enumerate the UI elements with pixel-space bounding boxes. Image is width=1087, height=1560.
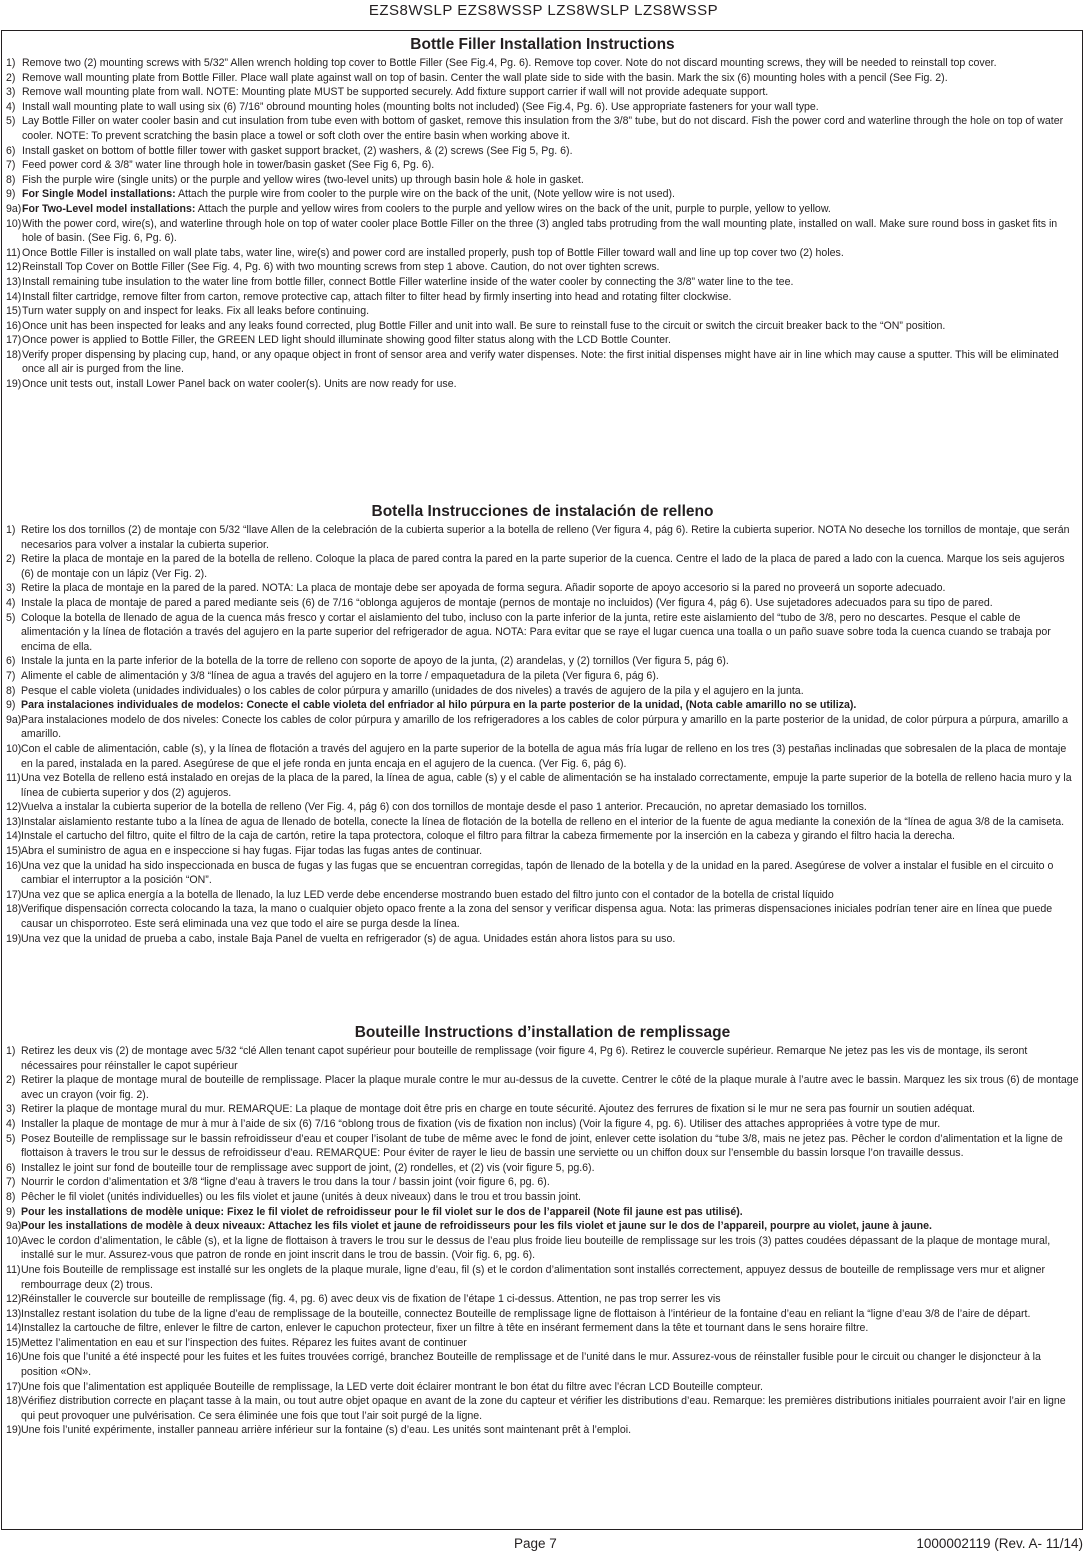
instruction-step xyxy=(6,56,1079,71)
step-number: 14) xyxy=(6,830,22,843)
instruction-step xyxy=(6,173,1079,188)
step-text: Réinstaller le couvercle sur bouteille de remplissage (fig. 4, pg. 6) avec deux vis de fixation de l’étape 1 ci-dessus. Attention, ne pas trop serrer les vis xyxy=(21,1293,721,1306)
page-footer xyxy=(0,1532,1087,1560)
step-text: Vuelva a instalar la cubierta superior de la botella de relleno (Ver Fig. 4, pág 6) con dos tornillos de montaje desde el paso 1 anterior. Precaución, no apretar demasiado los tornillos. xyxy=(21,801,867,814)
step-number: 6) xyxy=(6,655,16,668)
step-number: 1) xyxy=(6,1045,16,1057)
step-text: Mettez l’alimentation en eau et sur l’inspection des fuites. Réparez les fuites avant de continuer xyxy=(21,1336,467,1349)
step-text: Instale la placa de montaje de pared a pared mediante seis (6) de 7/16 “oblonga agujeros de montaje (pernos de montaje no incluidos) (Ver figura 4, pág 6). Use sujetadores adecuados para su tipo de pared. xyxy=(21,596,993,609)
step-text: Vérifiez distribution correcte en plaçant tasse à la main, ou tout autre objet opaque en avant de la zone du capteur et vérifier les distributions d’eau. Remarque: les premières distributions initiales pourraient avoir l’air en ligne qui peut provoquer une pulvérisation. Ce sera éliminée une fois que tout l’air soit purgé de la ligne. xyxy=(21,1395,1066,1422)
step-number: 8) xyxy=(6,684,16,697)
step-text: Once power is applied to Bottle Filler, the GREEN LED light should illuminate showing good filter status along with the LCD Bottle Counter. xyxy=(22,334,671,347)
instruction-step xyxy=(6,217,1079,246)
instruction-step xyxy=(6,377,1079,392)
instruction-step xyxy=(6,1117,1079,1132)
instruction-step xyxy=(6,888,1079,903)
instruction-step xyxy=(6,596,1079,611)
step-number: 10) xyxy=(6,1234,22,1247)
step-text: Install gasket on bottom of bottle filler tower with gasket support bracket, (2) washers, & (2) screws (See Fig 5, Pg. 6). xyxy=(22,144,573,157)
instruction-step xyxy=(6,144,1079,159)
step-text: Installer la plaque de montage de mur à mur à l’aide de six (6) 7/16 “oblong trous de fixation (vis de fixation non inclus) (Voir la figure 4, pg. 6). Utiliser des attaches appropriées à votre type de mur. xyxy=(21,1117,941,1130)
document-number: 1000002119 (Rev. A- 11/14) xyxy=(916,1536,1083,1551)
instruction-step xyxy=(6,1044,1079,1073)
step-text: Une fois Bouteille de remplissage est installé sur les onglets de la plaque murale, ligne d’eau, fil (s) et le cordon d’alimentation sont installés correctement, appuyez dessus de bouteille de remplissage vers mur et aligner rembourrage deux (2) trous. xyxy=(21,1263,1046,1291)
instruction-step xyxy=(6,290,1079,305)
step-number: 12) xyxy=(6,801,22,814)
instruction-step xyxy=(6,800,1079,815)
instruction-step xyxy=(6,1336,1079,1351)
step-text: Instale el cartucho del filtro, quite el filtro de la caja de cartón, retire la tapa protectora, coloque el filtro para filtrar la cabeza firmemente por la inserción en la cabeza y girando el filtro hacia la derecha. xyxy=(21,830,955,843)
instruction-step xyxy=(6,71,1079,86)
instruction-step xyxy=(6,1394,1079,1423)
step-text: Fish the purple wire (single units) or the purple and yellow wires (two-level units) up through basin hole & hole in gasket. xyxy=(22,173,584,186)
step-number: 10) xyxy=(6,217,22,230)
step-text: Once Bottle Filler is installed on wall plate tabs, water line, wire(s) and power cord are installed properly, push top of Bottle Filler toward wall and line up top cover two (2) holes. xyxy=(22,246,844,259)
instruction-step xyxy=(6,304,1079,319)
instruction-step xyxy=(6,1132,1079,1161)
instruction-step xyxy=(6,654,1079,669)
step-number: 10) xyxy=(6,742,22,755)
step-text: Attach the purple wire from cooler to the purple wire on the back of the unit, (Note yellow wire is not used). xyxy=(175,188,675,201)
instruction-step xyxy=(6,581,1079,596)
step-text: Turn water supply on and inspect for leaks. Fix all leaks before continuing. xyxy=(22,305,370,318)
step-text: Installez la cartouche de filtre, enlever le filtre de carton, enlever le capuchon protecteur, fixer un filtre à tête en insérant fermement dans la tête et tournant dans le sens horaire filtre. xyxy=(21,1322,869,1335)
steps-list-spanish xyxy=(6,523,1079,946)
step-text: Feed power cord & 3/8” water line through hole in tower/basin gasket (See Fig 6, Pg. 6). xyxy=(22,159,435,172)
step-number: 19) xyxy=(6,1424,22,1437)
instruction-step xyxy=(6,1161,1079,1176)
model-header: EZS8WSLP EZS8WSSP LZS8WSLP LZS8WSSP xyxy=(368,2,719,19)
section-title-spanish: Botella Instrucciones de instalación de relleno xyxy=(371,503,714,520)
step-number: 19) xyxy=(6,932,22,945)
step-number: 5) xyxy=(6,115,16,128)
step-number: 13) xyxy=(6,815,22,828)
step-number: 17) xyxy=(6,1380,22,1393)
step-number: 16) xyxy=(6,319,22,332)
section-english xyxy=(6,34,1079,392)
step-text: Install remaining tube insulation to the water line from bottle filler, connect Bottle Filler waterline inside of the water cooler by connecting the 3/8” water line to the tee. xyxy=(22,275,794,288)
step-text: Avec le cordon d’alimentation, le câble (s), et la ligne de flottaison à travers le trou sur le dessus de l’eau plus froide lieu bouteille de remplissage sur les trois (3) pattes coudées dépassant de la plaque de montage mural, installé sur le mur. Assurez-vous que patron de ronde en joint inscrit dans le trou de bassin. (Voir fig. 6, pg. 6). xyxy=(21,1234,1051,1262)
instruction-step xyxy=(6,713,1079,742)
page-number: Page 7 xyxy=(514,1536,557,1551)
step-number: 9) xyxy=(6,188,16,201)
step-number: 2) xyxy=(6,553,16,566)
step-number: 7) xyxy=(6,669,16,682)
instruction-step xyxy=(6,1307,1079,1322)
step-text: Installez le joint sur fond de bouteille tour de remplissage avec support de joint, (2) rondelles, et (2) vis (voir figure 5, pg.6). xyxy=(21,1161,595,1174)
instruction-step xyxy=(6,932,1079,947)
step-number: 7) xyxy=(6,1176,16,1189)
step-text: Retirez les deux vis (2) de montage avec 5/32 “clé Allen tenant capot supérieur pour bouteille de remplissage (voir figure 4, Pg 6). Retirez le couvercle supérieur. Remarque Ne jetez pas les vis de montage, ils seront nécessaires pour réinstaller le capot supérieur xyxy=(21,1045,1028,1072)
instruction-step xyxy=(6,100,1079,115)
step-text: Remove wall mounting plate from wall. NOTE: Mounting plate MUST be supported securely. Add fixture support carrier if wall will not provide adequate support. xyxy=(22,86,769,99)
step-lead-text: Pour les installations de modèle à deux niveaux: Attachez les fils violet et jaune de refroidisseurs pour les fils violet et jaune sur le dos de l’appareil, pourpre au violet, jaune à jaune. xyxy=(21,1220,932,1233)
instructions-frame xyxy=(1,30,1083,1530)
step-number: 14) xyxy=(6,290,22,303)
step-number: 3) xyxy=(6,86,16,99)
instruction-step xyxy=(6,844,1079,859)
step-number: 5) xyxy=(6,611,16,624)
step-number: 3) xyxy=(6,582,16,595)
instruction-step xyxy=(6,1321,1079,1336)
step-text: Verify proper dispensing by placing cup, hand, or any opaque object in front of sensor area and verify water dispenses. Note: the first initial dispenses might have air in line which may cause a sputter. This will be eliminated once all air is purged from the line. xyxy=(22,348,1059,376)
instruction-step xyxy=(6,742,1079,771)
instruction-step xyxy=(6,684,1079,699)
instruction-step xyxy=(6,611,1079,655)
instruction-step xyxy=(6,1234,1079,1263)
step-text: Retire la placa de montaje en la pared de la botella de relleno. Coloque la placa de pared contra la pared en la parte superior de la cuenca. Centre el lado de la placa de pared a lado con la cuenca. Marque los seis agujeros (6) de montaje con un lápiz (Ver Fig. 2). xyxy=(21,553,1065,580)
step-text: Retirer la plaque de montage mural de bouteille de remplissage. Placer la plaque murale contre le mur au-dessus de la cuvette. Centrer le côté de la plaque murale à l’autre avec le bassin. Marquez les six trous (6) de montage avec un crayon (voir fig. 2). xyxy=(21,1074,1079,1101)
step-text: Installez restant isolation du tube de la ligne d’eau de remplissage de la bouteille, connectez Bouteille de remplissage ligne de flottaison à l’intérieur de la fontaine d’eau en reliant la “ligne d’eau 3/8 de l’aire de départ. xyxy=(21,1307,1031,1320)
step-number: 16) xyxy=(6,1351,22,1364)
step-text: Lay Bottle Filler on water cooler basin and cut insulation from tube even with bottom of gasket, remove this insulation from the 3/8” tube, but do not discard. Fish the power cord and waterline through the hole on top of water cooler. NOTE: To prevent scratching the basin place a towel or soft cloth over the entire basin when working above it. xyxy=(22,115,1064,142)
step-text: With the power cord, wire(s), and waterline through hole on top of water cooler place Bottle Filler on the three (3) angled tabs protruding from the wall mounting plate, installed on wall. Make sure round boss in gasket fits in hole of basin. (See Fig. 6, Pg. 6). xyxy=(22,217,1058,245)
step-lead-text: For Single Model installations: xyxy=(22,188,176,201)
step-number: 19) xyxy=(6,378,22,391)
step-number: 3) xyxy=(6,1103,16,1116)
step-number: 9) xyxy=(6,1205,16,1218)
step-text: Once unit tests out, install Lower Panel back on water cooler(s). Units are now ready for use. xyxy=(22,378,457,391)
step-text: Once unit has been inspected for leaks and any leaks found corrected, plug Bottle Filler and unit into wall. Be sure to reinstall fuse to the circuit or switch the circuit breaker back to the “ON” position. xyxy=(22,319,946,332)
step-number: 9a) xyxy=(6,202,22,215)
step-number: 11) xyxy=(6,246,21,259)
section-french xyxy=(6,1022,1079,1438)
step-number: 14) xyxy=(6,1322,22,1335)
step-number: 6) xyxy=(6,1161,16,1174)
step-number: 18) xyxy=(6,903,22,916)
step-number: 1) xyxy=(6,524,16,536)
step-lead-text: Para instalaciones individuales de modelos: Conecte el cable violeta del enfriador al hilo púrpura en la parte posterior de la unidad, (Nota cable amarillo no se utiliza). xyxy=(21,699,857,712)
step-text: Verifique dispensación correcta colocando la taza, la mano o cualquier objeto opaco frente a la zona del sensor y verificar dispensa agua. Nota: las primeras dispensaciones iniciales podrían tener aire en línea que puede causar un chisporroteo. Este será eliminada una vez que todo el aire se purga desde la línea. xyxy=(21,903,1053,931)
step-text: Retire los dos tornillos (2) de montaje con 5/32 “llave Allen de la celebración de la cubierta superior a la botella de relleno (Ver figura 4, pág 6). Retire la cubierta superior. NOTA No deseche los tornillos de montaje, que serán necesarios para volver a instalar la cubierta superior. xyxy=(21,524,1070,551)
step-number: 8) xyxy=(6,1190,16,1203)
step-text: Pesque el cable violeta (unidades individuales) o los cables de color púrpura y amarillo (unidades de dos niveles) a través de agujero de la pila y el agujero en la junta. xyxy=(21,684,804,697)
step-number: 4) xyxy=(6,1117,16,1130)
section-title-french: Bouteille Instructions d’installation de remplissage xyxy=(354,1024,731,1041)
step-number: 9) xyxy=(6,699,16,712)
section-spanish xyxy=(6,501,1079,946)
step-number: 4) xyxy=(6,596,16,609)
instruction-step xyxy=(6,859,1079,888)
step-text: Abra el suministro de agua en e inspeccione si hay fugas. Fijar todas las fugas antes de continuar. xyxy=(21,845,483,858)
step-text: Pêcher le fil violet (unités individuelles) ou les fils violet et jaune (unités à deux niveaux) dans le trou et trou bassin joint. xyxy=(21,1190,582,1203)
step-number: 4) xyxy=(6,100,16,113)
steps-list-french xyxy=(6,1044,1079,1438)
step-number: 17) xyxy=(6,334,22,347)
instruction-step xyxy=(6,815,1079,830)
step-number: 11) xyxy=(6,1263,21,1276)
step-number: 15) xyxy=(6,305,22,318)
instruction-step xyxy=(6,902,1079,931)
instruction-step xyxy=(6,187,1079,202)
step-text: Instale la junta en la parte inferior de la botella de la torre de relleno con soporte de apoyo de la junta, (2) arandelas, y (2) tornillos (Ver figura 5, pág 6). xyxy=(21,655,729,668)
instruction-step xyxy=(6,1102,1079,1117)
instruction-step xyxy=(6,333,1079,348)
instruction-step xyxy=(6,698,1079,713)
step-text: Reinstall Top Cover on Bottle Filler (See Fig. 4, Pg. 6) with two mounting screws from step 1 above. Caution, do not over tighten screws. xyxy=(22,261,660,274)
step-number: 17) xyxy=(6,888,22,901)
instruction-step xyxy=(6,246,1079,261)
instruction-step xyxy=(6,1073,1079,1102)
step-text: Alimente el cable de alimentación y 3/8 “línea de agua a través del agujero en la torre / empaquetadura de la pileta (Ver figura 6, pág 6). xyxy=(21,669,659,682)
instruction-step xyxy=(6,1263,1079,1292)
step-lead-text: For Two-Level model installations: xyxy=(22,202,196,215)
instruction-step xyxy=(6,1350,1079,1379)
instruction-step xyxy=(6,1292,1079,1307)
step-text: Install filter cartridge, remove filter from carton, remove protective cap, attach filter to filter head by firmly inserting into head and rotating filter clockwise. xyxy=(22,290,732,303)
step-text: Retirer la plaque de montage mural du mur. REMARQUE: La plaque de montage doit être pris en charge en toute sécurité. Ajoutez des ferrures de fixation si le mur ne sera pas fournir un soutien adéquat. xyxy=(21,1103,975,1116)
step-number: 1) xyxy=(6,57,16,69)
step-number: 13) xyxy=(6,1307,22,1320)
instruction-step xyxy=(6,523,1079,552)
step-text: Con el cable de alimentación, cable (s), y la línea de flotación a través del agujero en la parte superior de la botella de agua más fría lugar de relleno en los tres (3) pestañas inclinadas que sobresalen de la placa de montaje en la pared, instalada en la pared. Asegúrese de que el jefe ronda en junta encaja en el agujero de la cuenca. (Ver Fig. 6, pág 6). xyxy=(21,742,1067,770)
step-number: 18) xyxy=(6,1395,22,1408)
step-number: 11) xyxy=(6,772,21,785)
step-number: 9a) xyxy=(6,1220,22,1233)
step-text: Install wall mounting plate to wall using six (6) 7/16” obround mounting holes (mounting bolts not included) (See Fig.4, Pg. 6). Use appropriate fasteners for your wall type. xyxy=(22,100,819,113)
step-text: Remove wall mounting plate from Bottle Filler. Place wall plate against wall on top of basin. Center the wall plate side to side with the basin. Mark the six (6) mounting holes with a pencil (See Fig. 2). xyxy=(22,71,948,84)
instruction-step xyxy=(6,275,1079,290)
instruction-step xyxy=(6,348,1079,377)
step-number: 2) xyxy=(6,1074,16,1087)
step-text: Remove two (2) mounting screws with 5/32” Allen wrench holding top cover to Bottle Filler (See Fig.4, Pg. 6). Remove top cover. Note do not discard mounting screws, they will be needed to reinstall top cover. xyxy=(22,57,997,69)
step-number: 13) xyxy=(6,275,22,288)
section-title-english: Bottle Filler Installation Instructions xyxy=(410,36,675,53)
step-number: 8) xyxy=(6,173,16,186)
step-text: Nourrir le cordon d’alimentation et 3/8 “ligne d’eau à travers le trou dans la tour / bassin joint (voir figure 6, pg. 6). xyxy=(21,1176,550,1189)
step-text: Una vez que la unidad de prueba a cabo, instale Baja Panel de vuelta en refrigerador (s) de agua. Unidades están ahora listos para su uso. xyxy=(21,932,676,945)
step-number: 15) xyxy=(6,1336,22,1349)
step-number: 2) xyxy=(6,71,16,84)
step-text: Instalar aislamiento restante tubo a la línea de agua de llenado de botella, conecte la línea de flotación de la botella de relleno en el interior de la fuente de agua mediante la conexión de la “línea de agua 3/8 de la camiseta. xyxy=(21,815,1065,828)
step-number: 7) xyxy=(6,159,16,172)
instruction-step xyxy=(6,771,1079,800)
instruction-step xyxy=(6,1190,1079,1205)
step-text: Una vez Botella de relleno está instalado en orejas de la placa de la pared, la línea de agua, cable (s) y el cable de alimentación se ha instalado correctamente, empuje la parte superior de la botella de relleno hacia muro y la línea de cubierta superior y dos (2) agujeros. xyxy=(21,772,1072,799)
instruction-step xyxy=(6,1423,1079,1438)
step-text: Para instalaciones modelo de dos niveles: Conecte los cables de color púrpura y amarillo de los refrigeradores a los cables de color púrpura y amarillo en la parte posterior de la unidad, de color púrpura a púrpura, amarillo a amarillo. xyxy=(21,713,1069,741)
step-number: 12) xyxy=(6,1293,22,1306)
step-number: 9a) xyxy=(6,713,22,726)
step-text: Une fois que l’alimentation est appliquée Bouteille de remplissage, la LED verte doit éclairer montrant le bon état du filtre avec l’écran LCD Bouteille compteur. xyxy=(21,1380,763,1393)
instruction-step xyxy=(6,158,1079,173)
steps-list-english xyxy=(6,56,1079,392)
step-text: Posez Bouteille de remplissage sur le bassin refroidisseur d’eau et couper l’isolant de tube de même avec le fond de joint, enlever cette isolation du “tube 3/8, mais ne jetez pas. Pêcher le cordon d’alimentation et la ligne de flottaison à travers le trou sur le dessus de refroidisseur d’eau. REMARQUE: Pour éviter de rayer le lieu de bassin une serviette ou un chiffon doux sur l’ensemble du bassin lorsque l’on travaille dessus. xyxy=(21,1132,1063,1160)
instruction-step xyxy=(6,260,1079,275)
step-number: 5) xyxy=(6,1132,16,1145)
instruction-step xyxy=(6,1175,1079,1190)
step-lead-text: Pour les installations de modèle unique: Fixez le fil violet de refroidisseur pour le fil violet sur le dos de l’appareil (Note fil jaune est pas utilisé). xyxy=(21,1205,743,1218)
step-text: Una vez que se aplica energía a la botella de llenado, la luz LED verde debe encenderse mostrando buen estado del filtro junto con el contador de la botella de cristal líquido xyxy=(21,888,834,901)
instruction-step xyxy=(6,114,1079,143)
step-number: 18) xyxy=(6,348,22,361)
instruction-step xyxy=(6,1205,1079,1220)
instruction-step xyxy=(6,85,1079,100)
step-text: Una vez que la unidad ha sido inspeccionada en busca de fugas y las fugas que se encuentran corregidas, tapón de llenado de la botella y de la unidad en la pared. Asegúrese de volver a instalar el fusible en el circuito o cambiar el interruptor a la posición “ON”. xyxy=(21,859,1054,887)
step-text: Coloque la botella de llenado de agua de la cuenca más fresco y cortar el aislamiento del tubo, incluso con la parte inferior de la junta, retire este aislamiento del “tubo de 3/8, pero no descartes. Pesque el cable de alimentación y la línea de flotación a través del agujero en la parte superior del refrigerador de agua. NOTA: Para evitar que se raye el lugar cuenca una toalla o un paño suave sobre toda la cuenca cuando se trabaja por encima de ella. xyxy=(21,611,1051,653)
step-text: Une fois l’unité expérimente, installer panneau arrière inférieur sur la fontaine (s) d’eau. Les unités sont maintenant prêt à l’emploi. xyxy=(21,1424,632,1437)
step-number: 16) xyxy=(6,859,22,872)
instruction-step xyxy=(6,552,1079,581)
step-number: 6) xyxy=(6,144,16,157)
step-text: Une fois que l’unité a été inspecté pour les fuites et les fuites trouvées corrigé, branchez Bouteille de remplissage et de l’unité dans le mur. Assurez-vous de réinstaller fusible pour le circuit ou changer le disjoncteur à la position «ON». xyxy=(21,1351,1041,1379)
instruction-step xyxy=(6,319,1079,334)
instruction-step xyxy=(6,1380,1079,1395)
step-text: Attach the purple and yellow wires from coolers to the purple and yellow wires on the back of the unit, purple to purple, yellow to yellow. xyxy=(195,202,831,215)
instruction-step xyxy=(6,202,1079,217)
step-text: Retire la placa de montaje en la pared de la pared. NOTA: La placa de montaje debe ser apoyada de forma segura. Añadir soporte de apoyo accesorio si la pared no proveerá un soporte adecuado. xyxy=(21,582,946,595)
step-number: 12) xyxy=(6,261,22,274)
step-number: 15) xyxy=(6,845,22,858)
instruction-step xyxy=(6,669,1079,684)
instruction-step xyxy=(6,1219,1079,1234)
instruction-step xyxy=(6,829,1079,844)
